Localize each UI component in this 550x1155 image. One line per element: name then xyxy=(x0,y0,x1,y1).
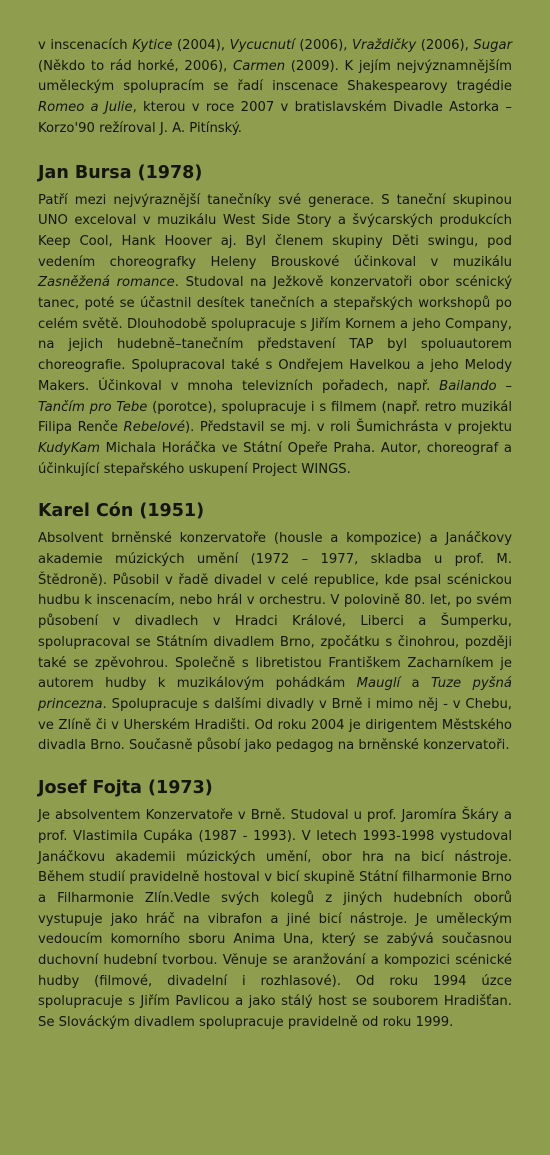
bio-heading: Jan Bursa (1978) xyxy=(38,162,203,183)
text-run: (porotce), spolupracuje i s filmem (např. retro muzikál Filipa Renče xyxy=(38,399,512,436)
italic-title-text: Carmen xyxy=(233,58,286,74)
text-run: (2009). K jejím nejvýznamnějším uměleckým spolupracím se řadí inscenace Shakespearovy tragédie xyxy=(38,58,512,95)
text-run: ). Představil se mj. v roli Šumichrásta v projektu xyxy=(184,420,512,436)
text-run: Patří mezi nejvýraznější tanečníky své generace. S taneční skupinou UNO exceloval v muzikálu West Side Story a švýcarských produkcích Keep Cool, Hank Hoover aj. Byl členem skupiny Děti swingu, pod vedením choreografky Heleny Brouskové účinkoval v muzikálu xyxy=(38,192,512,270)
italic-title-text: Sugar xyxy=(473,38,512,53)
text-run: , kterou v roce 2007 v bratislavském Divadle Astorka – Korzo'90 režíroval J. A. Pitínský. xyxy=(38,100,512,136)
bio-text xyxy=(38,529,512,757)
text-run: Michala Horáčka ve Státní Opeře Praha. Autor, choreograf a účinkující stepařského uskupení Project WINGS. xyxy=(38,440,512,477)
italic-title-text: Vraždičky xyxy=(352,38,417,53)
italic-title-text: Rebelové xyxy=(123,420,185,436)
text-run: Absolvent brněnské konzervatoře (housle a kompozice) a Janáčkovy akademie múzických umění (1972 – 1977, skladba u prof. M. Štědroně). Působil v řadě divadel v celé republice, kde psal scénickou hudbu k inscenacím, nebo hrál v orchestru. V polovině 80. let, po svém působení v divadlech v Hradci Králové, Liberci a Šumperku, spolupracoval se Státním divadlem Brno, zpočátku s činohrou, později také se zpěvohrou. Společně s libretistou Františkem Zacharníkem je autorem hudby k muzikálovým pohádkám xyxy=(38,531,512,692)
text-run: (Někdo to rád horké, 2006), xyxy=(38,58,234,74)
italic-title-text: Vycucnutí xyxy=(229,38,295,53)
text-run: . Studoval na Ježkově konzervatoři obor scénický tanec, poté se účastnil desítek tanečních a stepařských workshopů po celém světě. Dlouhodobě spolupracuje s Jiřím Kornem a jeho Company, na jejich hudebně–tanečním představení TAP byl spoluautorem choreografie. Spolupracoval také s Ondřejem Havelkou a jeho Melody Makers. Účinkoval v mnoha televizních pořadech, např. xyxy=(38,275,513,394)
bio-text xyxy=(38,806,512,1034)
intro-paragraph xyxy=(38,36,512,140)
bio-heading: Josef Fojta (1973) xyxy=(38,778,213,799)
italic-title-text: Romeo a Julie xyxy=(38,100,133,116)
text-run: . Spolupracuje s dalšími divadly v Brně i mimo něj - v Chebu, ve Zlíně či v Uherském Hradišti. Od roku 2004 je dirigentem Městského divadla Brno. Současně působí jako pedagog na brněnské konzervatoři. xyxy=(38,696,512,754)
italic-title-text: Bailando – Tančím pro Tebe xyxy=(38,378,512,415)
text-run: (2004), xyxy=(172,38,230,53)
text-run: a xyxy=(400,676,431,692)
italic-title-text: Mauglí xyxy=(356,676,401,692)
text-run: (2006), xyxy=(294,38,353,53)
italic-title-text: Zasněžená romance xyxy=(38,275,175,291)
text-run: v inscenacích xyxy=(38,38,133,53)
text-run: Je absolventem Konzervatoře v Brně. Studoval u prof. Jaromíra Škáry a prof. Vlastimila Cupáka (1987 - 1993). V letech 1993-1998 vystudoval Janáčkovu akademii múzických umění, obor hra na bicí nástroje. Během studií pravidelně hostoval v bicí skupině Státní filharmonie Brno a Filharmonie Zlín.Vedle svých kolegů z jiných hudebních oborů vystupuje jako hráč na vibrafon a jiné bicí nástroje. Je uměleckým vedoucím komorního sboru Anima Una, který se zabývá současnou duchovní hudební tvorbou. Věnuje se aranžování a kompozici scénické hudby (filmové, divadelní i rozhlasové). Od roku 1994 úzce spolupracuje s Jiřím Pavlicou a jako stálý host se souborem Hradišťan. Se Slováckým divadlem spolupracuje pravidelně od roku 1999. xyxy=(38,808,512,1031)
italic-title-text: Tuze pyšná princezna xyxy=(38,676,512,712)
bio-heading: Karel Cón (1951) xyxy=(38,501,205,522)
italic-title-text: Kytice xyxy=(132,38,173,53)
bio-karel-con xyxy=(38,500,512,757)
bio-josef-fojta xyxy=(38,777,512,1034)
text-run: (2006), xyxy=(416,38,474,53)
bio-jan-bursa xyxy=(38,162,512,481)
bio-text xyxy=(38,191,512,481)
italic-title-text: KudyKam xyxy=(38,440,100,456)
